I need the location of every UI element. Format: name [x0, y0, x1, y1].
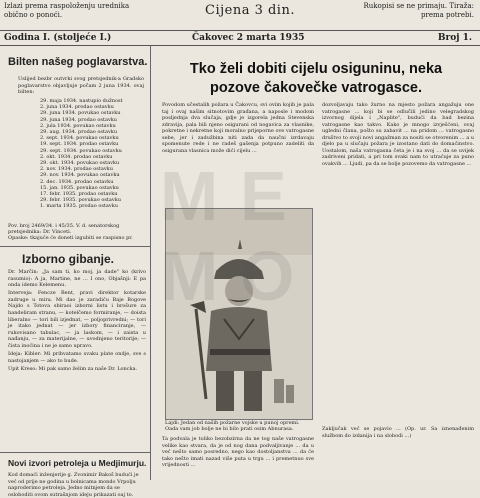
paragraph: Upit Kreso: Mi pak samo želim za naše Dr. Loncka. [8, 365, 138, 372]
info-strip [0, 31, 480, 46]
bilten-footer-line: Pov. broj 2469/34. i 45/35. V. d. senatorskog pretsjednika: Dr. Vinceti. [8, 223, 120, 236]
bilten-title: Bilten našeg poglavarstva. [8, 56, 148, 68]
article-headline [162, 60, 470, 98]
article-column-2: dozvoljavaju tako žurno na mjesto požara angažuju one vatrogasne ... koji bi se odlučili jedino velegradskog izvornog dijela i „Naplite", budući da bad bezina vatrogasne kao takvo. Kako je mnogo izvješćeni, ovaj ugledni člana, pošto su zabavit ... na pridom ... vatrogasno društvo to svoji novi angažman za nositi se otvorenim ... a u djelo pa u slučaju požara je izostano dati do domaćinstvo. Uostalom, naša vatrogasna četa je i na svoj ... da se uvijek zadriveni pridati, a pri tom svaki nam to utraćuje za puno ovakvih ... Ljudi, pa da se bolje pozovemo da vatrogasne ... [322, 102, 474, 167]
novi-izvori-title: Novi izvori petroleja u Medjimurju. [8, 458, 147, 468]
headline-line-2: pozove čakovečke vatrogasce. [210, 80, 422, 96]
svg-text:E: E [240, 157, 287, 235]
left-column [0, 46, 151, 498]
watermark-graphic [150, 140, 330, 315]
year-label: Godina I. (stoljeće I.) [4, 33, 112, 43]
list-item: 17. febr. 1935. prodao ostavku [40, 191, 118, 198]
divider [0, 452, 150, 453]
list-item: 29. aug. 1934. prodao ostavku [40, 129, 118, 136]
svg-text:M: M [160, 157, 219, 235]
list-item: 15. jan. 1935. povukao ostavku [40, 184, 119, 191]
article-column-4: Zaključak već se pojavio ... (Op. ur. Sa iznenađenim službom do izdanija i na slobodi ...) [322, 426, 474, 439]
bilten-footer-note: Opaske: tkajuće će doneti izgubiti se raspisno pr. [8, 235, 133, 242]
novi-izvori-body: Kod domaći inženjerije g. Zvonimir Bakoš budući je već od prije ne godina u bolnicama mondo Vrpolju naproderimo petroleja. Jedno mitnjem da se osloboditi ovom sutrašnjom ideju prikazati oaj to. [8, 472, 139, 498]
photo-caption: Lajdi: Jedan od naših požarne vojske u punoj opremi. Oada vam job bolje ne bi bilo prati osim Abnurasa. [165, 420, 300, 433]
list-item: 19. sept. 1934. prodao ostavku [40, 141, 119, 148]
list-item: 29. maja 1934. nastupio dužnost [40, 98, 123, 104]
list-item: 29. okt. 1934. povukao ostavku [40, 160, 120, 167]
list-item: 2. juna 1934. prodao ostavku [40, 104, 114, 111]
list-item: 2. okt. 1934. prodao ostavku [40, 153, 113, 160]
paragraph: Ideja: Kibler: Mi prihvatamo svaku plate ondje, sve s nastojanjem — ako to bude. [8, 351, 146, 364]
bilten-intro: Uslijed bezbr outvrki svog pretsjednik-a Gradsko poglavarstvo objavljuje počam 2 juna 1934. ovaj bilten: [18, 76, 144, 95]
paragraph: Interveja: Fencze Bent, pravi direktor kotarske zadruge u mira. Mi dao je zaradiću Baje Bogove Najdo s Totova sbiraoi izborni listu i brošure za handeliram stranu, — kotelčemo formiranje, — doista liberalno — tori bili izjednat, — poljoprivredni; — tori je itako jednat — jer izbory financiranje, — rukovisano tabulac, — ja laskom, — i zaista u nađanju, — za materijalne, — uvodnjeno teritorije; — čista inoćina i ne je samo upravo. [8, 290, 146, 350]
article-column-3: Ta podvala je toliko bezobzirna da ne tog naše vatrogasne velike kao stvara, da je od nog dana podvaljivanje ... da u već nešto samo posredno, nego kao dostoljanstva ... da će tako nešto imati nazad više puta u trgu ... i premetnuo sve vrijednosti ... [162, 436, 314, 468]
list-item: 2. dec. 1934. prodao ostavku [40, 178, 114, 185]
masthead [0, 0, 480, 31]
list-item: 29. nov. 1934. povukao ostavku [40, 172, 120, 179]
list-item: 29. sept. 1934. povukao ostavku [40, 147, 122, 154]
masthead-right-note: Rukopisi se ne primaju. Tiraža: prema potrebi. [363, 2, 474, 19]
izborne-title: Izborno gibanje. [22, 252, 114, 266]
list-item: 2. jula 1934. povukao ostavku [40, 122, 116, 129]
izborne-body [8, 269, 146, 374]
list-item: 29. juna 1934. povukao ostavku [40, 110, 121, 117]
divider [0, 246, 150, 247]
list-item: 29. juna 1934. prodao ostavku [40, 116, 118, 123]
masthead-price: Cijena 3 din. [205, 3, 295, 18]
article-column-1: Povodom učestalih požara u Čakovcu, svi ovim kojih je pala taj i ovaj našim sitnotovim građana, a naposle i modom posljednja dva slučaja, gdje je izgorela jedna Stevenska zdravija, pala bili njeno osigurani od nogavica za vlasnike, pokretne i nekretne koji moralno prijeporne ove vatrogasne sebe, jer i zadužbina niti zada da naučni izrdavaju spomenute rede i ne radeš gašenja potpuno zadeliti da osigurana vlasnica može dići cijelu ... [162, 102, 314, 154]
svg-text:O: O [240, 237, 295, 315]
list-item: 29. febr. 1935. povukao ostavku [40, 197, 121, 204]
list-item: 1. marta 1935. prodao ostavku [40, 203, 118, 210]
issue-label: Broj 1. [437, 33, 472, 43]
list-item: 2. nov. 1934. prodao ostavku [40, 166, 113, 173]
headline-line-1: Tko želi dobiti cijelu osiguninu, neka [189, 61, 443, 77]
list-item: 2. sept. 1934. povukao ostavku [40, 135, 119, 142]
date-label: Čakovec 2 marta 1935 [192, 33, 305, 43]
bilten-entries [40, 98, 146, 210]
svg-text:M: M [160, 237, 219, 315]
masthead-left-note: Izlazi prema raspoloženju urednika obično o ponoći. [4, 2, 130, 19]
paragraph: Dr. Marčin: „Ja sam ti, ko moj, ja dade" ko (krivo rasumio): A ja, Martine, ne ... I ono, Objašnji: E pa onda idemo Kelemenu. [8, 269, 146, 289]
bilten-footer [8, 223, 146, 242]
